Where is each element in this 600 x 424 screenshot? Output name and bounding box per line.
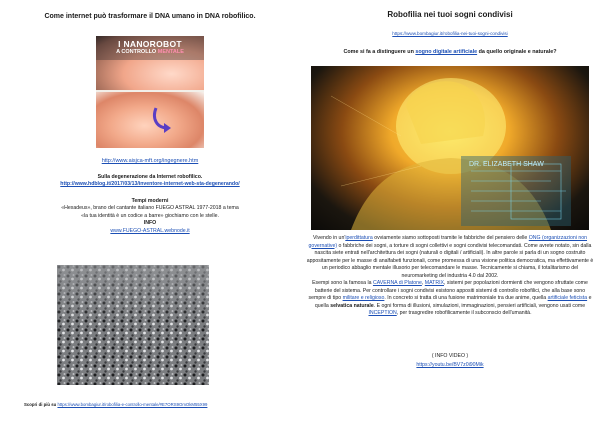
info-label: INFO <box>143 220 157 227</box>
nanorobot-title-text: I NANOROBOT <box>118 39 182 49</box>
artificiale-feticista-link[interactable]: artificiale feticista <box>547 295 588 301</box>
inception-link[interactable]: INCEPTION <box>368 310 397 316</box>
nanorobot-subtitle-text: A CONTROLLO MENTALE <box>116 49 184 55</box>
identity-line: «la tua identità è un codice a barre» giochiamo con le stelle. <box>81 212 219 219</box>
left-page-title: Come internet può trasformare il DNA umano in DNA robofilico. <box>44 13 256 20</box>
iperdittatura-link[interactable]: iperdittatura <box>345 235 373 241</box>
degeneration-label: Sulla degenerazione da Internet robofilico. <box>97 174 203 180</box>
nanorobot-image <box>96 36 204 148</box>
article-body: Vivendo in un'iperdittatura ovviamente siamo sottoposti tramite le fabbriche del pensiero delle ONG (organizzazioni non governative) o fabbriche dei sogni, a torture di sogni collettivi e sogni condivisi telecomandati. Come avrete notato, sin dalla nascita siete entrati nell'architettura dei sogni (naturali o digitali / artificiali). In altre parole si parla di un sogno costruito appositamente per le masse di analfabeti funzionali, come promessa di una visione politica democratica, ma effettivamente è un periodico abbaglio mentale illusorio per telecomandare le masse. Tecnicamente si chiama, il totalitarismo del neuromarketing del industria 4.0 dal 2002. Esempi sono la famosa la CAVERNA di Platone, MATRIX, sistemi per popolazioni dormienti che vengono sfruttate come batterie del sistema. Per controllare i sogni condivisi esistono appositi sistemi di controllo robofilici, che alla base sono sempre di tipo militare e religioso. In concreto si tratta di una fusione matrimoniale tra due anime, quella artificiale feticista e quella selvatica naturale. E ogni forma di illusioni, simulazioni, immaginazioni, pensieri artificiali, vengono usati come INCEPTION, per trasgredire robofilicamente il subconscio dell'umanità. <box>306 235 594 316</box>
militare-religioso-link[interactable]: militare e religioso <box>342 295 385 301</box>
song-description: «Hexadeus», brano del cantante italiano FUEGO ASTRAL 1977-2018 a tema <box>61 205 239 212</box>
ong-link[interactable]: ONG (organizzazioni non governative) <box>308 235 588 249</box>
question-text-b: da quello originale e naturale? <box>478 49 557 55</box>
footer-label: Scopri di più su <box>24 402 57 407</box>
cyber-figure-image <box>311 66 589 230</box>
article-url-link[interactable]: https://www.bombagiur.it/robofilia-nei-tuoi-sogni-condivisi <box>392 31 508 36</box>
question-text-a: Come si fa a distinguere un <box>343 49 414 55</box>
hdblog-link[interactable]: http://www.hdblog.it/2017/03/13/inventore-internet-web-sta-degenerando/ <box>60 181 240 188</box>
caverna-platone-link[interactable]: CAVERNA di Platone <box>372 280 422 286</box>
youtube-video-link[interactable]: https://youtu.be/BV7z0i90Mik <box>416 362 484 368</box>
footer-link[interactable]: https://www.bombagiur.it/robofilia-e-controllo-mentale/#E7ORS9OmOkM55X99 <box>57 402 208 407</box>
fuego-astral-link[interactable]: www.FUEGO-ASTRAL.webnode.it <box>110 227 190 234</box>
modern-times-heading: Tempi moderni <box>131 198 169 204</box>
crowd-photo <box>57 265 209 385</box>
info-video-label: ( INFO VIDEO ) <box>431 353 469 359</box>
curved-arrow-icon <box>150 106 174 134</box>
matrix-link[interactable]: MATRIX <box>424 280 444 286</box>
right-page-title: Robofilia nei tuoi sogni condivisi <box>387 10 513 19</box>
aisjca-link[interactable]: http://www.aisjca-mft.org/ingegnere.htm <box>101 158 199 164</box>
name-overlay-text: DR. ELIZABETH SHAW <box>469 161 544 168</box>
digital-dream-link[interactable]: sogno digitale artificiale <box>415 49 478 55</box>
